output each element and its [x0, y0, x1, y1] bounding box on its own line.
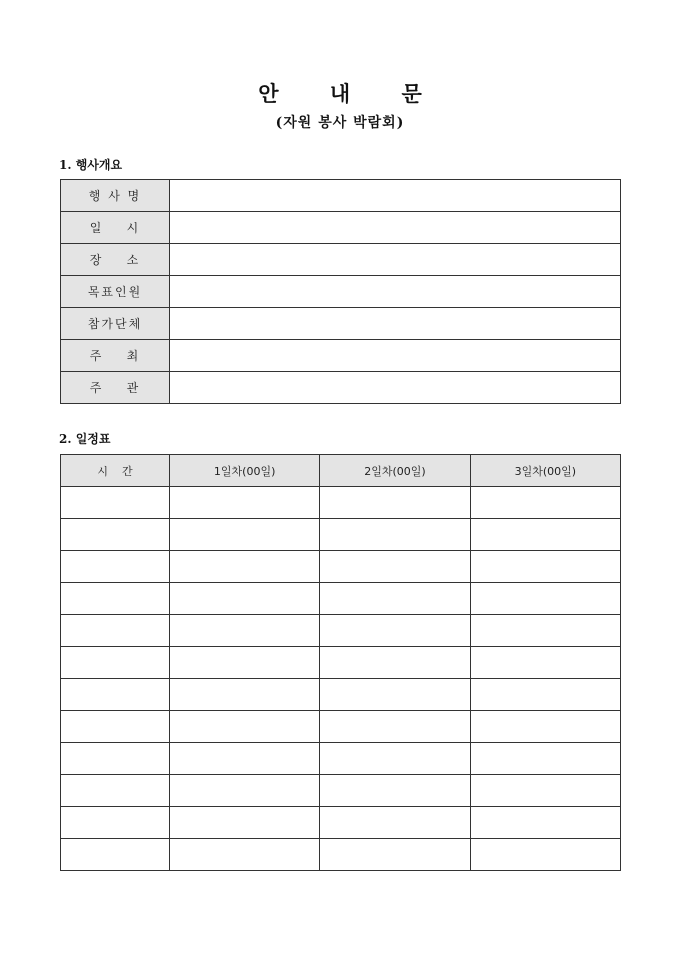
schedule-row — [61, 679, 621, 711]
schedule-cell-day1[interactable] — [170, 583, 320, 615]
overview-row — [61, 276, 621, 308]
schedule-header-day2: 2일차(00일) — [320, 455, 470, 487]
schedule-row — [61, 839, 621, 871]
schedule-cell-day3[interactable] — [470, 519, 620, 551]
schedule-header-time: 시 간 — [61, 455, 170, 487]
schedule-cell-time[interactable] — [61, 743, 170, 775]
overview-label-event-name: 행 사 명 — [61, 180, 170, 212]
schedule-header-day1: 1일차(00일) — [170, 455, 320, 487]
schedule-cell-day3[interactable] — [470, 647, 620, 679]
schedule-cell-day2[interactable] — [320, 551, 470, 583]
schedule-row — [61, 519, 621, 551]
schedule-cell-day1[interactable] — [170, 647, 320, 679]
overview-row — [61, 372, 621, 404]
overview-value-event-name[interactable] — [170, 180, 621, 212]
overview-label-venue: 장 소 — [61, 244, 170, 276]
schedule-cell-day3[interactable] — [470, 839, 620, 871]
schedule-row — [61, 487, 621, 519]
schedule-cell-day1[interactable] — [170, 519, 320, 551]
schedule-cell-day1[interactable] — [170, 487, 320, 519]
document-subtitle: (자원 봉사 박람회) — [275, 115, 405, 131]
overview-table — [60, 179, 621, 404]
schedule-cell-day1[interactable] — [170, 807, 320, 839]
schedule-row — [61, 615, 621, 647]
schedule-cell-day1[interactable] — [170, 615, 320, 647]
overview-value-venue[interactable] — [170, 244, 621, 276]
schedule-cell-day2[interactable] — [320, 743, 470, 775]
schedule-cell-day2[interactable] — [320, 487, 470, 519]
schedule-row — [61, 647, 621, 679]
schedule-cell-day1[interactable] — [170, 775, 320, 807]
schedule-cell-day2[interactable] — [320, 775, 470, 807]
schedule-cell-time[interactable] — [61, 647, 170, 679]
schedule-body — [61, 487, 621, 871]
schedule-header-day3: 3일차(00일) — [470, 455, 620, 487]
overview-value-target-attendance[interactable] — [170, 276, 621, 308]
overview-label-target-attendance: 목표인원 — [61, 276, 170, 308]
schedule-cell-day2[interactable] — [320, 647, 470, 679]
overview-row — [61, 340, 621, 372]
schedule-cell-time[interactable] — [61, 839, 170, 871]
schedule-row — [61, 711, 621, 743]
schedule-row — [61, 743, 621, 775]
schedule-cell-day3[interactable] — [470, 615, 620, 647]
schedule-cell-time[interactable] — [61, 615, 170, 647]
schedule-cell-time[interactable] — [61, 679, 170, 711]
schedule-cell-day2[interactable] — [320, 583, 470, 615]
schedule-cell-time[interactable] — [61, 551, 170, 583]
overview-value-participants[interactable] — [170, 308, 621, 340]
overview-label-participants: 참가단체 — [61, 308, 170, 340]
schedule-cell-time[interactable] — [61, 583, 170, 615]
schedule-cell-day3[interactable] — [470, 583, 620, 615]
overview-row — [61, 212, 621, 244]
schedule-cell-time[interactable] — [61, 487, 170, 519]
schedule-row — [61, 807, 621, 839]
schedule-cell-day1[interactable] — [170, 839, 320, 871]
schedule-cell-day1[interactable] — [170, 551, 320, 583]
schedule-cell-day3[interactable] — [470, 711, 620, 743]
schedule-row — [61, 775, 621, 807]
schedule-cell-day2[interactable] — [320, 519, 470, 551]
schedule-cell-day2[interactable] — [320, 679, 470, 711]
section-heading-schedule: 2. 일정표 — [59, 432, 111, 446]
schedule-cell-day2[interactable] — [320, 839, 470, 871]
schedule-cell-day1[interactable] — [170, 679, 320, 711]
schedule-cell-day3[interactable] — [470, 679, 620, 711]
overview-value-host[interactable] — [170, 340, 621, 372]
schedule-cell-day2[interactable] — [320, 711, 470, 743]
schedule-cell-day3[interactable] — [470, 487, 620, 519]
schedule-cell-day1[interactable] — [170, 711, 320, 743]
schedule-table — [60, 454, 621, 871]
overview-value-datetime[interactable] — [170, 212, 621, 244]
schedule-cell-time[interactable] — [61, 807, 170, 839]
overview-row — [61, 180, 621, 212]
overview-label-host: 주 최 — [61, 340, 170, 372]
schedule-cell-day3[interactable] — [470, 807, 620, 839]
overview-label-datetime: 일 시 — [61, 212, 170, 244]
overview-label-organizer: 주 관 — [61, 372, 170, 404]
schedule-cell-day3[interactable] — [470, 743, 620, 775]
schedule-cell-time[interactable] — [61, 711, 170, 743]
section-heading-overview: 1. 행사개요 — [59, 158, 123, 172]
schedule-cell-day2[interactable] — [320, 615, 470, 647]
schedule-header-row — [61, 455, 621, 487]
schedule-row — [61, 551, 621, 583]
schedule-cell-day3[interactable] — [470, 551, 620, 583]
overview-row — [61, 308, 621, 340]
schedule-cell-time[interactable] — [61, 519, 170, 551]
schedule-cell-day3[interactable] — [470, 775, 620, 807]
schedule-cell-day2[interactable] — [320, 807, 470, 839]
schedule-cell-time[interactable] — [61, 775, 170, 807]
overview-row — [61, 244, 621, 276]
schedule-row — [61, 583, 621, 615]
document-title: 안 내 문 — [258, 81, 444, 106]
schedule-cell-day1[interactable] — [170, 743, 320, 775]
overview-value-organizer[interactable] — [170, 372, 621, 404]
